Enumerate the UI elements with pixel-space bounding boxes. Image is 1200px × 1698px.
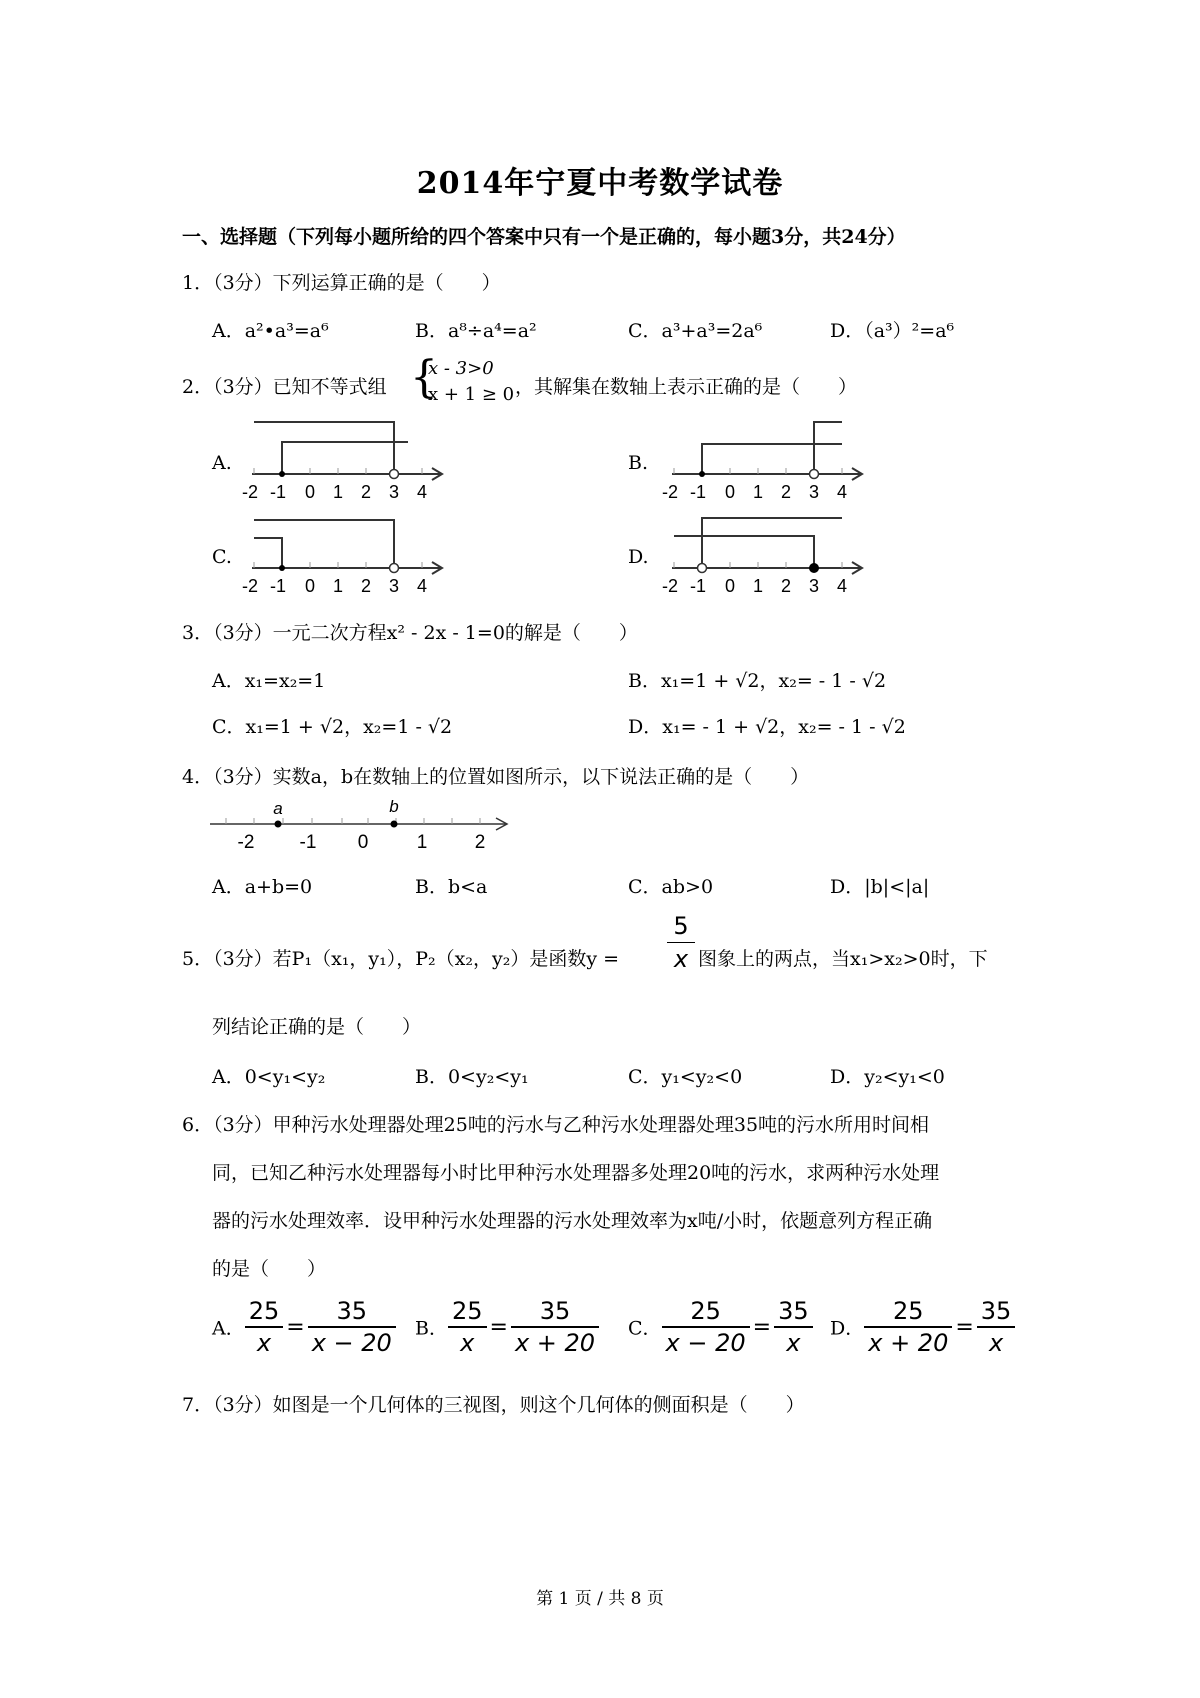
- q3-option-b: B．x₁=1 + √2，x₂= - 1 - √2: [628, 670, 887, 692]
- q4-number-line: [208, 798, 518, 854]
- svg-text:-1: -1: [689, 576, 707, 596]
- q2-label-c: C.: [212, 546, 232, 568]
- svg-text:4: 4: [416, 576, 428, 596]
- q1-option-d: D．（a³）²=a⁶: [830, 320, 955, 342]
- ray-right: [282, 442, 408, 474]
- svg-text:2: 2: [360, 482, 372, 502]
- q6-option-c: C． $\frac{25}{x - 20}$ = $\frac{35}{x}$: [628, 1296, 813, 1358]
- q4-option-a: A．a+b=0: [212, 876, 313, 898]
- question-5-stem-c: 列结论正确的是（ ）: [212, 1016, 422, 1038]
- q2-inequality-1: x - 3>0: [428, 358, 494, 379]
- point-b: [391, 821, 398, 828]
- svg-text:-1: -1: [689, 482, 707, 502]
- q2-label-a: A.: [212, 452, 232, 474]
- q5-option-d: D．y₂<y₁<0: [830, 1066, 945, 1088]
- q6-option-b: B． $\frac{25}{x}$ = $\frac{35}{x + 20}$: [415, 1296, 599, 1358]
- page-footer: 第 1 页 / 共 8 页: [536, 1589, 664, 1609]
- fraction-denominator: x: [673, 945, 689, 973]
- open-point: [390, 470, 399, 479]
- svg-text:2: 2: [780, 576, 792, 596]
- svg-text:3: 3: [388, 482, 400, 502]
- question-5-stem-b: 图象上的两点，当x₁>x₂>0时，下: [698, 948, 988, 970]
- question-3-stem: 3．（3分）一元二次方程x² - 2x - 1=0的解是（ ）: [182, 622, 638, 644]
- svg-text:-2: -2: [237, 832, 255, 853]
- svg-text:0: 0: [724, 482, 736, 502]
- svg-text:0: 0: [357, 832, 369, 853]
- svg-text:4: 4: [836, 576, 848, 596]
- q5-option-b: B．0<y₂<y₁: [415, 1066, 529, 1088]
- svg-text:-2: -2: [661, 482, 679, 502]
- svg-text:1: 1: [416, 832, 428, 853]
- question-6-line-2: 同，已知乙种污水处理器每小时比甲种污水处理器多处理20吨的污水，求两种污水处理: [212, 1162, 940, 1184]
- question-2-prefix: 2．（3分）已知不等式组: [182, 376, 387, 398]
- svg-text:1: 1: [752, 576, 764, 596]
- q6-option-d: D． $\frac{25}{x + 20}$ = $\frac{35}{x}$: [830, 1296, 1015, 1358]
- question-6-line-3: 器的污水处理效率．设甲种污水处理器的污水处理效率为x吨/小时，依题意列方程正确: [212, 1210, 933, 1232]
- svg-text:0: 0: [724, 576, 736, 596]
- svg-text:-2: -2: [241, 576, 259, 596]
- point-a: [275, 821, 282, 828]
- question-6-line-1: 6．（3分）甲种污水处理器处理25吨的污水与乙种污水处理器处理35吨的污水所用时间相: [182, 1114, 930, 1136]
- question-6-line-4: 的是（ ）: [212, 1258, 327, 1280]
- svg-text:4: 4: [836, 482, 848, 502]
- svg-text:3: 3: [808, 482, 820, 502]
- svg-text:2: 2: [360, 576, 372, 596]
- number-line-b: [660, 418, 870, 504]
- ray-left: [254, 422, 394, 474]
- svg-text:-2: -2: [241, 482, 259, 502]
- q2-label-d: D.: [628, 546, 649, 568]
- page-title: 2014年宁夏中考数学试卷: [416, 166, 784, 201]
- closed-point: [279, 471, 285, 477]
- system-brace: {: [410, 352, 438, 403]
- question-4-stem: 4．（3分）实数a，b在数轴上的位置如图所示，以下说法正确的是（ ）: [182, 766, 810, 788]
- q4-option-d: D．|b|<|a|: [830, 876, 930, 898]
- svg-text:-1: -1: [269, 482, 287, 502]
- q3-option-a: A．x₁=x₂=1: [212, 670, 326, 692]
- q4-option-b: B．b<a: [415, 876, 488, 898]
- svg-text:b: b: [389, 798, 399, 816]
- svg-text:3: 3: [388, 576, 400, 596]
- svg-text:-1: -1: [269, 576, 287, 596]
- question-2-suffix: ，其解集在数轴上表示正确的是（ ）: [515, 376, 858, 398]
- number-line-d: [660, 512, 870, 598]
- svg-text:-2: -2: [661, 576, 679, 596]
- svg-text:4: 4: [416, 482, 428, 502]
- q1-option-b: B．a⁸÷a⁴=a²: [415, 320, 537, 342]
- svg-text:2: 2: [780, 482, 792, 502]
- q2-inequality-2: x + 1 ≥ 0: [428, 384, 515, 405]
- svg-text:3: 3: [808, 576, 820, 596]
- question-5-stem-a: 5．（3分）若P₁（x₁，y₁），P₂（x₂，y₂）是函数y =: [182, 948, 620, 970]
- q3-option-c: C．x₁=1 + √2，x₂=1 - √2: [212, 716, 453, 738]
- q2-label-b: B.: [628, 452, 649, 474]
- section-heading: 一、选择题（下列每小题所给的四个答案中只有一个是正确的，每小题3分，共24分）: [182, 226, 906, 248]
- svg-text:-1: -1: [299, 832, 317, 853]
- question-7-stem: 7．（3分）如图是一个几何体的三视图，则这个几何体的侧面积是（ ）: [182, 1394, 805, 1416]
- svg-text:0: 0: [304, 576, 316, 596]
- svg-text:0: 0: [304, 482, 316, 502]
- svg-text:a: a: [273, 799, 283, 818]
- q5-fraction: [667, 910, 695, 975]
- q1-option-c: C．a³+a³=2a⁶: [628, 320, 763, 342]
- fraction-numerator: 5: [667, 910, 695, 943]
- svg-text:1: 1: [332, 576, 344, 596]
- q4-option-c: C．ab>0: [628, 876, 714, 898]
- q5-option-c: C．y₁<y₂<0: [628, 1066, 743, 1088]
- number-line-a: [240, 418, 450, 504]
- q1-option-a: A．a²•a³=a⁶: [212, 320, 329, 342]
- svg-text:2: 2: [474, 832, 486, 853]
- q5-option-a: A．0<y₁<y₂: [212, 1066, 326, 1088]
- q3-option-d: D．x₁= - 1 + √2，x₂= - 1 - √2: [628, 716, 906, 738]
- question-1-stem: 1．（3分）下列运算正确的是（ ）: [182, 272, 501, 294]
- svg-text:1: 1: [752, 482, 764, 502]
- number-line-c: [240, 512, 450, 598]
- q6-option-a: A． $\frac{25}{x}$ = $\frac{35}{x - 20}$: [212, 1296, 396, 1358]
- svg-text:1: 1: [332, 482, 344, 502]
